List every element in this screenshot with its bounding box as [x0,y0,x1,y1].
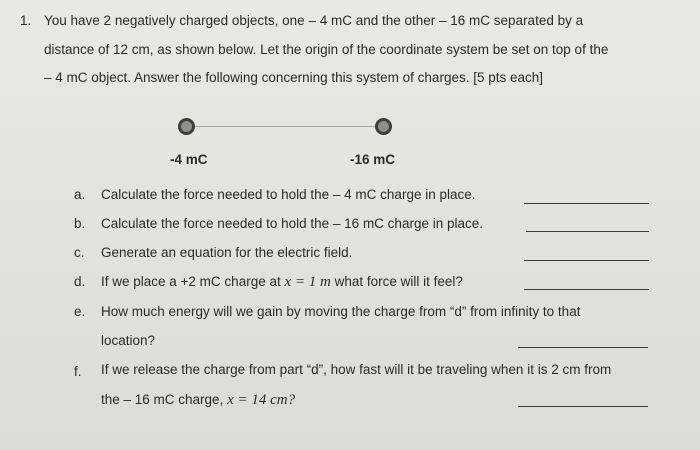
part-f-text-line-2 [101,392,295,409]
part-c-text: Generate an equation for the electric field. [101,245,353,260]
part-d-text-after: what force will it feel? [330,274,463,289]
separation-line [192,126,380,127]
part-e-letter: e. [74,304,86,319]
intro-line-1: You have 2 negatively charged objects, one – 4 mC and the other – 16 mC separated by a [44,13,584,28]
part-d-text [101,274,463,291]
part-a-letter: a. [74,187,86,202]
charge-left-label: -4 mC [170,152,208,167]
part-f-math: x = 14 cm? [227,392,296,408]
part-d-letter: d. [74,274,86,289]
intro-line-3: – 4 mC object. Answer the following concerning this system of charges. [5 pts each] [44,70,543,85]
charge-right-label: -16 mC [350,152,396,167]
part-a-text: Calculate the force needed to hold the – 4 mC charge in place. [101,187,476,202]
part-b-answer-blank[interactable] [526,231,649,232]
part-d-math: x = 1 m [284,274,331,290]
part-a-answer-blank[interactable] [524,203,649,204]
part-d-text-before: If we place a +2 mC charge at [101,274,285,289]
charge-diagram [160,112,420,172]
part-e-answer-blank[interactable] [518,347,648,348]
part-c-answer-blank[interactable] [524,260,649,261]
question-number: 1. [20,13,32,28]
part-b-letter: b. [74,216,86,231]
charge-left-dot [178,118,195,135]
charge-right-dot [375,118,392,135]
part-b-text: Calculate the force needed to hold the – 16 mC charge in place. [101,216,483,231]
part-d-answer-blank[interactable] [524,289,649,290]
intro-line-2: distance of 12 cm, as shown below. Let the origin of the coordinate system be set on top of the [44,42,609,57]
part-f-answer-blank[interactable] [518,406,648,407]
part-e-text-line-1: How much energy will we gain by moving the charge from “d” from infinity to that [101,304,581,319]
part-f-text-line-1: If we release the charge from part “d”, how fast will it be traveling when it is 2 cm from [101,362,612,377]
part-f-letter: f. [74,364,82,379]
part-f-text-before: the – 16 mC charge, [101,392,228,407]
part-c-letter: c. [74,245,85,260]
part-e-text-line-2: location? [101,333,156,348]
